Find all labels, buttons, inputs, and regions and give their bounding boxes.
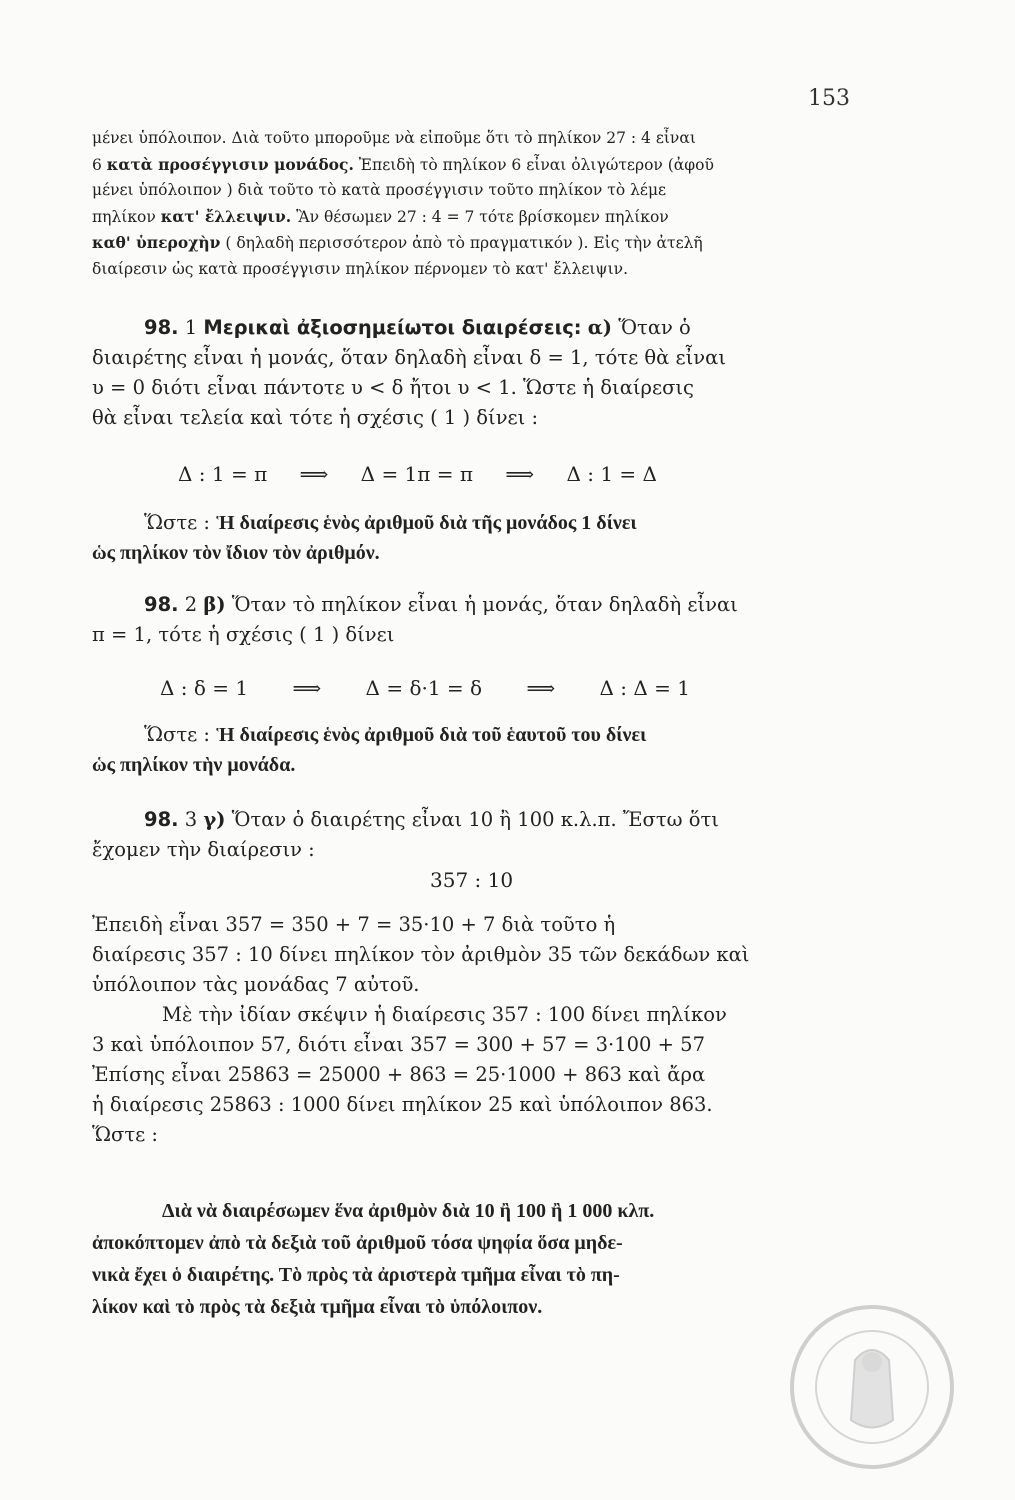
text-line: ἡ διαίρεσις 25863 : 1000 δίνει πηλίκον 25 καὶ ὑπόλοιπον 863. xyxy=(92,1093,713,1116)
rule-line: Διὰ νὰ διαιρέσωμεν ἕνα ἀριθμὸν διὰ 10 ἢ 100 ἢ 1 000 κλπ. xyxy=(162,1200,655,1222)
implies-arrow: ⟹ xyxy=(299,462,329,486)
formula-row-3: 357 : 10 xyxy=(430,868,514,892)
formula-part: Δ : Δ = 1 xyxy=(599,676,691,700)
rule-text: Ἡ διαίρεσις ἑνὸς ἀριθμοῦ διὰ τῆς μονάδος 1 δίνει xyxy=(216,512,637,534)
rule-98-3 xyxy=(92,1195,867,1323)
rule-line: ὡς πηλίκον τὴν μονάδα. xyxy=(92,754,296,776)
rule-98-2 xyxy=(92,720,867,780)
rule-line: λίκον καὶ τὸ πρὸς τὰ δεξιὰ τμῆμα εἶναι τὸ ὑπόλοιπον. xyxy=(92,1296,543,1318)
text-line: 3 καὶ ὑπόλοιπον 57, διότι εἶναι 357 = 300 + 57 = 3·100 + 57 xyxy=(92,1033,705,1056)
implies-arrow: ⟹ xyxy=(526,676,556,700)
section-number: 98. xyxy=(144,593,179,616)
section-heading xyxy=(92,590,867,620)
text-line: Μὲ τὴν ἰδίαν σκέψιν ἡ διαίρεσις 357 : 100 δίνει πηλίκον xyxy=(162,1003,727,1026)
text-run: ( δηλαδὴ περισσότερον ἀπὸ τὸ πραγματικόν ). Εἰς τὴν ἀτελῆ xyxy=(220,234,703,252)
rule-line: ὡς πηλίκον τὸν ἴδιον τὸν ἀριθμόν. xyxy=(92,542,380,564)
text-line: διαίρεσις 357 : 10 δίνει πηλίκον τὸν ἀριθμὸν 35 τῶν δεκάδων καὶ xyxy=(92,943,750,966)
rule-lead: Ὥστε : xyxy=(144,511,217,534)
text-line: ὑπόλοιπον τὰς μονάδας 7 αὐτοῦ. xyxy=(92,973,420,996)
rule-line: νικὰ ἔχει ὁ διαιρέτης. Τὸ πρὸς τὰ ἀριστερὰ τμῆμα εἶναι τὸ πη- xyxy=(92,1264,620,1286)
rule-line: ἀποκόπτομεν ἀπὸ τὰ δεξιὰ τοῦ ἀριθμοῦ τόσα ψηφία ὅσα μηδε- xyxy=(92,1232,623,1254)
section-title: Μερικαὶ ἀξιοσημείωτοι διαιρέσεις: xyxy=(203,316,582,339)
section-subnumber: 1 xyxy=(184,316,198,339)
rule-text: Ἡ διαίρεσις ἑνὸς ἀριθμοῦ διὰ τοῦ ἑαυτοῦ του δίνει xyxy=(216,724,647,746)
section-heading xyxy=(92,805,867,835)
text-line: μένει ὑπόλοιπον ) διὰ τοῦτο τὸ κατὰ προσέγγισιν τοῦτο πηλίκον τὸ λέμε xyxy=(92,181,667,199)
text-line: διαίρεσιν ὡς κατὰ προσέγγισιν πηλίκον πέρνομεν τὸ κατ' ἔλλειψιν. xyxy=(92,259,629,278)
formula-row-2 xyxy=(160,676,690,700)
section-98-2 xyxy=(92,590,867,650)
case-label: β) xyxy=(203,593,226,616)
text-run: Ὅταν τὸ πηλίκον εἶναι ἡ μονάς, ὅταν δηλαδὴ εἶναι xyxy=(225,593,738,616)
case-label: α) xyxy=(587,316,613,339)
rule-lead: Ὥστε : xyxy=(144,723,217,746)
section-98-3 xyxy=(92,805,867,865)
formula-part: Δ = 1π = π xyxy=(360,462,474,486)
text-line: μένει ὑπόλοιπον. Διὰ τοῦτο μποροῦμε νὰ εἰποῦμε ὅτι τὸ πηλίκον 27 : 4 εἶναι xyxy=(92,129,696,147)
text-run: Ἐπειδὴ τὸ πηλίκον 6 εἶναι ὀλιγώτερον (ἀφοῦ xyxy=(353,155,714,174)
text-line: θὰ εἶναι τελεία καὶ τότε ἡ σχέσις ( 1 ) δίνει : xyxy=(92,406,539,429)
section-98-1 xyxy=(92,313,867,433)
section-98-3-body xyxy=(92,910,867,1150)
text-run: Ὅταν ὁ διαιρέτης εἶναι 10 ἢ 100 κ.λ.π. Ἔστω ὅτι xyxy=(225,808,719,831)
text-line xyxy=(92,230,867,257)
text-run: 6 xyxy=(92,155,107,174)
text-line: Ὥστε : xyxy=(92,1123,158,1146)
case-label: γ) xyxy=(203,808,226,831)
implies-arrow: ⟹ xyxy=(505,462,535,486)
library-stamp-icon xyxy=(785,1300,960,1475)
text-run: Ἂν θέσωμεν 27 : 4 = 7 τότε βρίσκομεν πηλίκον xyxy=(291,207,669,226)
text-line xyxy=(92,152,867,179)
text-line: ἔχομεν τὴν διαίρεσιν : xyxy=(92,838,315,861)
text-line: π = 1, τότε ἡ σχέσις ( 1 ) δίνει xyxy=(92,623,395,646)
rule-98-1 xyxy=(92,508,867,568)
section-heading xyxy=(92,313,867,343)
section-number: 98. xyxy=(144,808,179,831)
bold-term: κατ' ἔλλειψιν. xyxy=(160,206,292,226)
rule-line xyxy=(92,720,867,750)
bold-term: κατὰ προσέγγισιν μονάδος. xyxy=(106,154,354,174)
page-number: 153 xyxy=(808,86,850,111)
text-line: υ = 0 διότι εἶναι πάντοτε υ < δ ἤτοι υ < 1. Ὥστε ἡ διαίρεσις xyxy=(92,376,694,399)
text-run: Ὅταν ὁ xyxy=(612,316,691,339)
formula-row-1 xyxy=(178,462,657,486)
section-subnumber: 3 xyxy=(184,808,198,831)
text-line: Ἐπειδὴ εἶναι 357 = 350 + 7 = 35·10 + 7 διὰ τοῦτο ἡ xyxy=(92,913,616,936)
rule-line xyxy=(92,508,867,538)
formula-part: Δ : 1 = Δ xyxy=(566,462,657,486)
intro-paragraph xyxy=(92,126,867,282)
section-subnumber: 2 xyxy=(184,593,198,616)
text-line: διαιρέτης εἶναι ἡ μονάς, ὅταν δηλαδὴ εἶναι δ = 1, τότε θὰ εἶναι xyxy=(92,346,726,369)
text-line: Ἐπίσης εἶναι 25863 = 25000 + 863 = 25·1000 + 863 καὶ ἄρα xyxy=(92,1063,706,1086)
section-number: 98. xyxy=(144,316,179,339)
text-run: πηλίκον xyxy=(92,207,161,226)
bold-term: καθ' ὑπεροχὴν xyxy=(92,233,221,252)
formula-part: Δ : δ = 1 xyxy=(160,676,249,700)
text-line xyxy=(92,204,867,231)
formula-part: Δ = δ·1 = δ xyxy=(365,676,483,700)
formula-part: Δ : 1 = π xyxy=(178,462,268,486)
implies-arrow: ⟹ xyxy=(292,676,322,700)
